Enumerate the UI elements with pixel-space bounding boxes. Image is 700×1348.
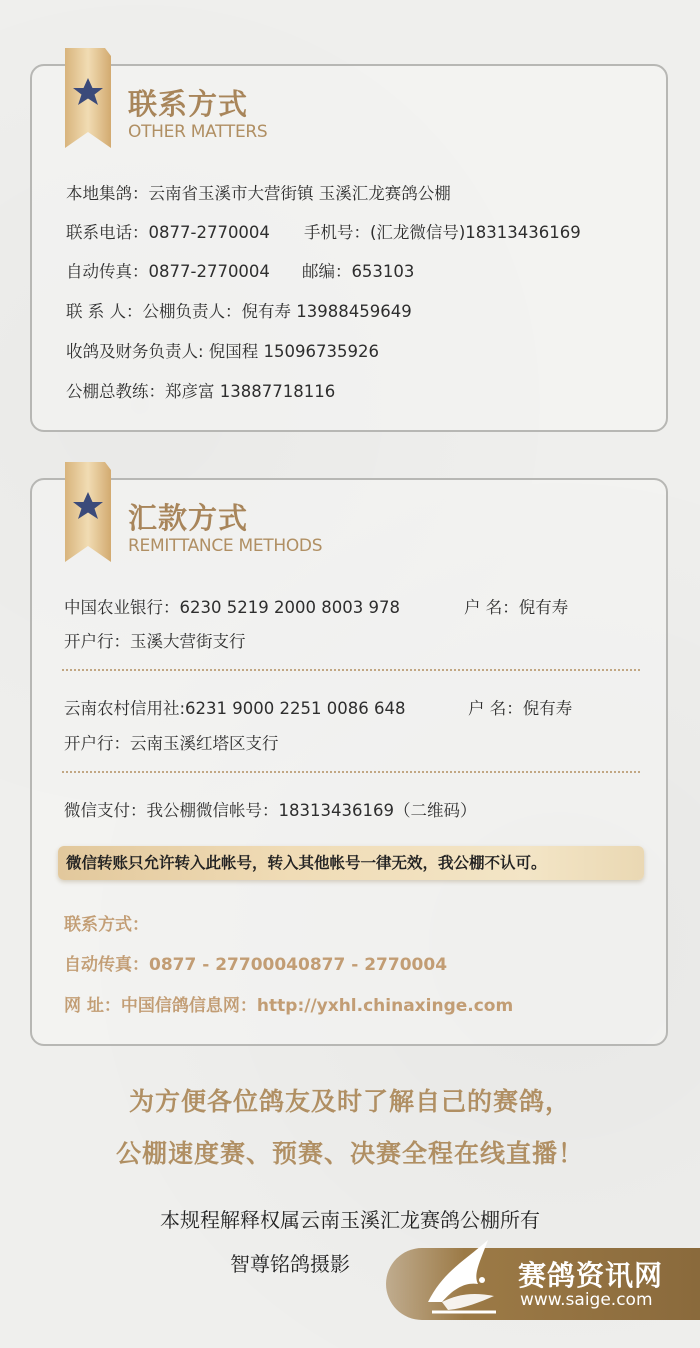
fax-number: 自动传真：0877 - 2770004 — [64, 955, 299, 975]
divider — [62, 669, 640, 671]
bank2-account: 云南农村信用社:6231 9000 2251 0086 648 — [64, 699, 406, 718]
contact-person-line: 联 系 人：公棚负责人：倪有寿 13988459649 — [66, 302, 412, 321]
phone-line — [66, 219, 581, 243]
section-title: 联系方式 — [128, 87, 249, 121]
contact-label: 联系方式： — [64, 915, 149, 935]
pigeon-logo-icon — [418, 1232, 508, 1324]
coach-line: 公棚总教练：郑彦富 13887718116 — [66, 382, 336, 401]
wechat-notice-banner: 微信转账只允许转入此帐号，转入其他帐号一律无效，我公棚不认可。 — [58, 846, 644, 880]
fax-text: 自动传真：0877-2770004 — [66, 262, 270, 281]
contact-card — [30, 64, 668, 432]
fax-line — [66, 258, 414, 282]
section-subtitle: REMITTANCE METHODS — [128, 536, 323, 556]
promo-line-1: 为方便各位鸽友及时了解自己的赛鸽， — [128, 1087, 571, 1116]
star-icon — [65, 462, 111, 562]
bank1-branch: 开户行：玉溪大营街支行 — [64, 632, 246, 651]
ribbon-badge — [65, 462, 111, 562]
photographer-line: 智尊铭鸽摄影 — [230, 1252, 350, 1276]
bank1-holder: 户 名：倪有寿 — [464, 598, 569, 617]
section-title: 汇款方式 — [128, 501, 249, 535]
promo-line-2: 公棚速度赛、预赛、决赛全程在线直播！ — [115, 1139, 584, 1168]
postcode-text: 邮编：653103 — [301, 262, 415, 281]
fax-number-second: 0877 - 2770004 — [298, 955, 448, 975]
star-icon — [65, 48, 111, 148]
website-line: 网 址：中国信鸽信息网：http://yxhl.chinaxinge.com — [64, 996, 514, 1016]
divider — [62, 771, 640, 773]
fax-info — [64, 950, 447, 975]
wechat-pay-line: 微信支付：我公棚微信帐号：18313436169（二维码） — [64, 801, 477, 820]
ribbon-badge — [65, 48, 111, 148]
watermark-title: 赛鸽资讯网 — [518, 1259, 664, 1292]
copyright-line: 本规程解释权属云南玉溪汇龙赛鸽公棚所有 — [160, 1208, 540, 1232]
bank2-branch: 开户行：云南玉溪红塔区支行 — [64, 734, 279, 753]
remittance-card — [30, 478, 668, 1046]
section-subtitle: OTHER MATTERS — [128, 122, 268, 142]
mobile-text: 手机号：(汇龙微信号)18313436169 — [303, 223, 581, 242]
bank1-account: 中国农业银行：6230 5219 2000 8003 978 — [64, 598, 400, 617]
bank1-line — [64, 594, 400, 618]
bank2-holder: 户 名：倪有寿 — [468, 699, 573, 718]
address-line: 本地集鸽：云南省玉溪市大营街镇 玉溪汇龙赛鸽公棚 — [66, 184, 451, 203]
finance-line: 收鸽及财务负责人: 倪国程 15096735926 — [66, 342, 380, 361]
watermark-banner — [386, 1248, 700, 1320]
watermark-url: www.saige.com — [520, 1290, 653, 1310]
phone-text: 联系电话：0877-2770004 — [66, 223, 270, 242]
